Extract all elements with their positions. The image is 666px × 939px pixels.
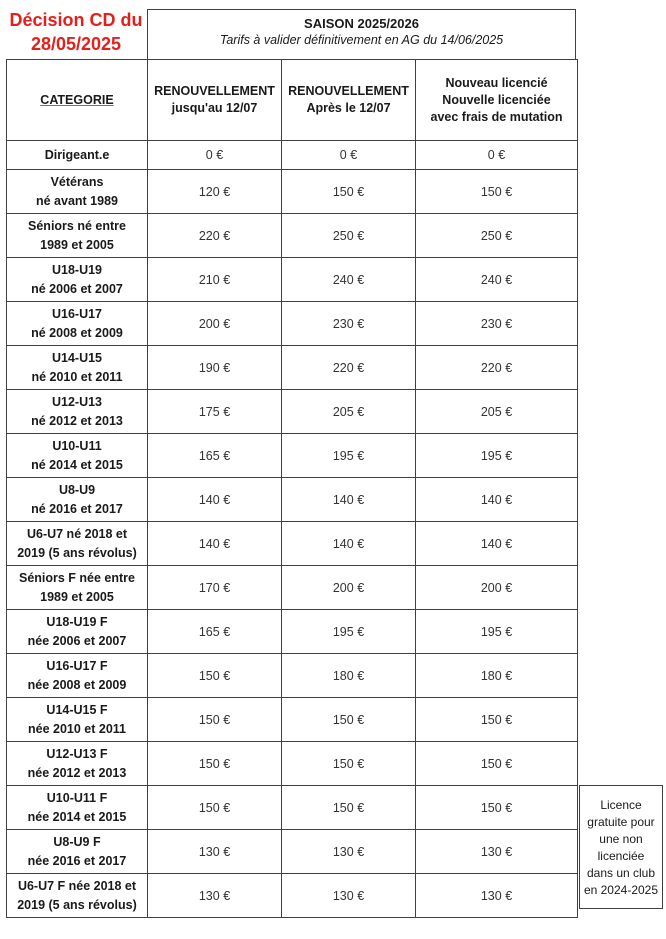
price-renew-before: 170 € <box>148 566 282 610</box>
note-line: dans un club <box>586 866 656 880</box>
price-new-member: 130 € <box>416 830 578 874</box>
table-row <box>7 390 578 434</box>
category-line: U12-U13 <box>51 394 103 409</box>
category-line: né avant 1989 <box>36 193 118 208</box>
price-renew-before: 200 € <box>148 302 282 346</box>
free-license-note <box>579 785 663 909</box>
price-renew-before: 220 € <box>148 214 282 258</box>
price-renew-before: 210 € <box>148 258 282 302</box>
price-renew-after: 195 € <box>282 434 416 478</box>
price-renew-after: 150 € <box>282 786 416 830</box>
header-new-l1: Nouveau licencié <box>445 75 548 90</box>
table-row <box>7 742 578 786</box>
price-new-member: 150 € <box>416 786 578 830</box>
category-cell <box>7 522 148 566</box>
category-cell <box>7 170 148 214</box>
table-row <box>7 830 578 874</box>
category-cell <box>7 874 148 918</box>
season-title: SAISON 2025/2026 <box>304 16 419 31</box>
table-row <box>7 258 578 302</box>
price-new-member: 0 € <box>416 141 578 170</box>
price-renew-before: 130 € <box>148 874 282 918</box>
table-body <box>7 141 578 918</box>
price-renew-after: 250 € <box>282 214 416 258</box>
price-renew-before: 0 € <box>148 141 282 170</box>
price-renew-before: 190 € <box>148 346 282 390</box>
price-new-member: 220 € <box>416 346 578 390</box>
price-renew-after: 205 € <box>282 390 416 434</box>
price-renew-after: 140 € <box>282 522 416 566</box>
decision-title <box>6 8 146 60</box>
header-renew-before <box>148 60 282 141</box>
category-cell <box>7 141 148 170</box>
price-new-member: 195 € <box>416 610 578 654</box>
price-renew-after: 200 € <box>282 566 416 610</box>
category-line: U16-U17 F <box>46 658 108 673</box>
category-line: né 2012 et 2013 <box>31 413 123 428</box>
category-line: née 2010 et 2011 <box>28 721 126 736</box>
price-new-member: 150 € <box>416 170 578 214</box>
price-renew-after: 180 € <box>282 654 416 698</box>
header-renew-before-l2: jusqu'au 12/07 <box>171 101 258 115</box>
table-row <box>7 302 578 346</box>
price-new-member: 150 € <box>416 742 578 786</box>
table-row <box>7 786 578 830</box>
season-subtitle: Tarifs à valider définitivement en AG du 14/06/2025 <box>219 33 504 47</box>
table-row <box>7 522 578 566</box>
price-new-member: 240 € <box>416 258 578 302</box>
category-line: née 2008 et 2009 <box>27 677 127 692</box>
category-cell <box>7 830 148 874</box>
table-row <box>7 610 578 654</box>
price-renew-after: 140 € <box>282 478 416 522</box>
category-line: U14-U15 <box>51 350 103 365</box>
table-row <box>7 170 578 214</box>
category-line: née 2012 et 2013 <box>27 765 127 780</box>
category-cell <box>7 258 148 302</box>
price-renew-after: 195 € <box>282 610 416 654</box>
table-row <box>7 566 578 610</box>
table-row <box>7 874 578 918</box>
price-renew-after: 230 € <box>282 302 416 346</box>
header-new-l2: Nouvelle licenciée <box>442 92 551 107</box>
category-line: U8-U9 F <box>53 834 101 849</box>
price-renew-after: 150 € <box>282 698 416 742</box>
category-line: U10-U11 <box>52 438 102 453</box>
price-renew-before: 165 € <box>148 434 282 478</box>
table-row <box>7 698 578 742</box>
category-line: née 2014 et 2015 <box>27 809 127 824</box>
category-line: née 2016 et 2017 <box>27 853 127 868</box>
note-line: en 2024-2025 <box>583 883 659 897</box>
price-new-member: 205 € <box>416 390 578 434</box>
table-row <box>7 141 578 170</box>
price-renew-after: 150 € <box>282 742 416 786</box>
category-cell <box>7 786 148 830</box>
price-renew-before: 130 € <box>148 830 282 874</box>
header-renew-after <box>282 60 416 141</box>
category-line: Dirigeant.e <box>44 147 110 162</box>
category-line: U6-U7 F née 2018 et <box>17 878 137 893</box>
note-line: Licence <box>600 798 642 812</box>
price-new-member: 130 € <box>416 874 578 918</box>
price-renew-before: 140 € <box>148 522 282 566</box>
category-cell <box>7 214 148 258</box>
header-renew-after-l2: Après le 12/07 <box>306 101 391 115</box>
price-new-member: 140 € <box>416 478 578 522</box>
header-category: CATEGORIE <box>7 60 148 141</box>
price-new-member: 195 € <box>416 434 578 478</box>
price-renew-after: 0 € <box>282 141 416 170</box>
price-new-member: 200 € <box>416 566 578 610</box>
category-line: U8-U9 <box>58 482 96 497</box>
price-renew-after: 150 € <box>282 170 416 214</box>
table-row <box>7 214 578 258</box>
category-line: U18-U19 <box>51 262 103 277</box>
category-line: U18-U19 F <box>46 614 108 629</box>
price-renew-before: 150 € <box>148 786 282 830</box>
category-line: 1989 et 2005 <box>40 237 114 252</box>
category-cell <box>7 346 148 390</box>
category-line: né 2010 et 2011 <box>31 369 123 384</box>
season-header <box>147 9 576 59</box>
category-cell <box>7 302 148 346</box>
note-line: gratuite pour <box>587 815 655 829</box>
category-line: U16-U17 <box>51 306 103 321</box>
category-line: 1989 et 2005 <box>40 589 114 604</box>
price-renew-after: 220 € <box>282 346 416 390</box>
category-line: 2019 (5 ans révolus) <box>17 545 137 560</box>
category-cell <box>7 698 148 742</box>
category-line: 2019 (5 ans révolus) <box>17 897 137 912</box>
header-new-member <box>416 60 578 141</box>
price-new-member: 230 € <box>416 302 578 346</box>
category-line: né 2006 et 2007 <box>31 281 123 296</box>
price-renew-before: 175 € <box>148 390 282 434</box>
category-line: né 2016 et 2017 <box>31 501 123 516</box>
category-line: U12-U13 F <box>46 746 108 761</box>
category-cell <box>7 434 148 478</box>
category-line: né 2008 et 2009 <box>31 325 123 340</box>
category-line: U10-U11 F <box>46 790 108 805</box>
price-renew-before: 150 € <box>148 698 282 742</box>
price-renew-before: 165 € <box>148 610 282 654</box>
category-cell <box>7 390 148 434</box>
note-line: licenciée <box>597 849 645 863</box>
note-line: une non <box>599 832 643 846</box>
price-new-member: 140 € <box>416 522 578 566</box>
category-line: Séniors F née entre <box>18 570 135 585</box>
header-new-l3: avec frais de mutation <box>430 109 563 124</box>
category-cell <box>7 478 148 522</box>
price-renew-before: 140 € <box>148 478 282 522</box>
category-line: U14-U15 F <box>46 702 108 717</box>
price-new-member: 150 € <box>416 698 578 742</box>
category-line: née 2006 et 2007 <box>27 633 127 648</box>
category-cell <box>7 566 148 610</box>
category-line: Séniors né entre <box>28 218 126 233</box>
header-renew-before-l1: RENOUVELLEMENT <box>154 84 275 98</box>
header-renew-after-l1: RENOUVELLEMENT <box>288 84 409 98</box>
table-row <box>7 434 578 478</box>
category-cell <box>7 610 148 654</box>
price-renew-after: 130 € <box>282 874 416 918</box>
category-cell <box>7 742 148 786</box>
price-renew-before: 150 € <box>148 654 282 698</box>
table-row <box>7 654 578 698</box>
price-new-member: 250 € <box>416 214 578 258</box>
table-row <box>7 346 578 390</box>
price-renew-after: 130 € <box>282 830 416 874</box>
price-renew-before: 150 € <box>148 742 282 786</box>
table-header-row <box>7 60 578 141</box>
decision-title-line1: Décision CD du <box>9 10 143 30</box>
price-renew-before: 120 € <box>148 170 282 214</box>
price-renew-after: 240 € <box>282 258 416 302</box>
category-line: Vétérans <box>50 174 104 189</box>
category-line: né 2014 et 2015 <box>31 457 123 472</box>
price-new-member: 180 € <box>416 654 578 698</box>
category-cell <box>7 654 148 698</box>
table-row <box>7 478 578 522</box>
category-line: U6-U7 né 2018 et <box>26 526 128 541</box>
decision-title-line2: 28/05/2025 <box>30 34 122 54</box>
tariff-table <box>6 59 578 918</box>
